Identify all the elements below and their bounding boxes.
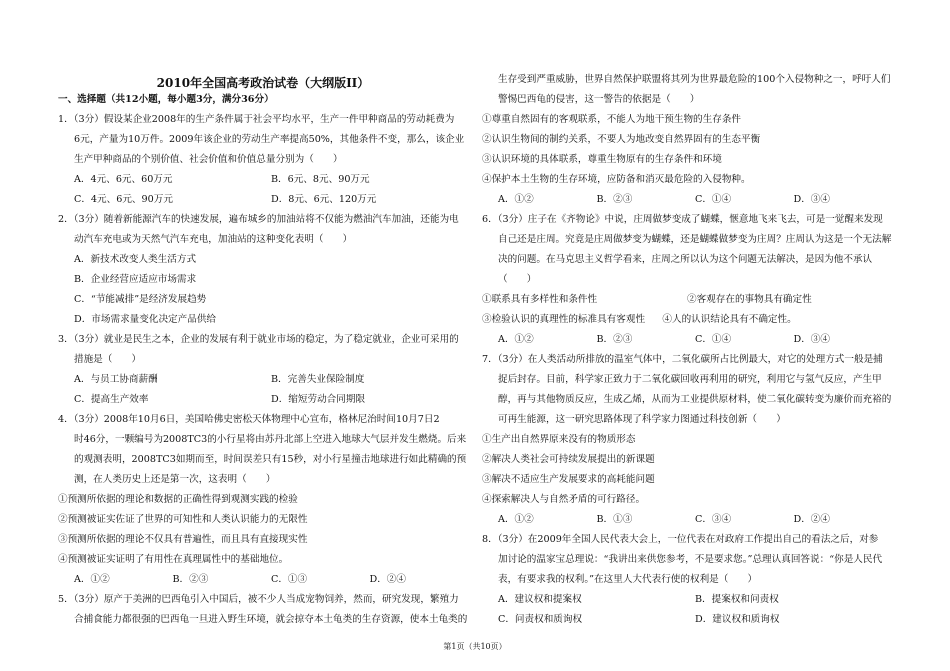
option-a: A．4元、6元、60万元 xyxy=(74,174,173,185)
answer-options xyxy=(482,190,892,210)
option-a: A．建议权和提案权 xyxy=(498,594,582,605)
statement-pair xyxy=(482,310,892,330)
answer-options xyxy=(482,590,892,610)
statement-item: ①生产出自然界原来没有的物质形态 xyxy=(482,434,636,445)
statement-item: ①联系具有多样性和条件性 xyxy=(482,294,598,305)
option-a: A．①② xyxy=(498,514,534,525)
question-text-line: 6元，产量为10万件。2009年该企业的劳动生产率提高50%，其他条件不变，那么，该企业 xyxy=(74,134,465,145)
question-text-line: 4．（3分）2008年10月6日，美国哈佛史密松天体物理中心宣布，格林尼治时间10月7日2 xyxy=(58,414,440,425)
option-d: D．②④ xyxy=(369,574,406,585)
question-text-line: 醇，再与其他物质反应，生成乙烯，从而为工业提供原材料，使二氧化碳转变为廉价而充裕的 xyxy=(498,394,892,405)
statement-item: ④人的认识结论具有不确定性。 xyxy=(662,314,797,325)
question-text-line: 决的问题。在马克思主义哲学看来，庄周之所以认为这个问题无法解决，是因为他不承认 xyxy=(498,254,873,265)
question-5 xyxy=(58,590,468,630)
option-c: C．①④ xyxy=(695,194,732,205)
option-a: A．①② xyxy=(74,574,110,585)
statement-item: ③预测所依据的理论不仅具有普遍性，而且具有直接现实性 xyxy=(58,534,308,545)
question-text-line: 8．（3分）在2009年全国人民代表大会上，一位代表在对政府工作提出自己的看法之后，对参 xyxy=(482,534,879,545)
option-a: A．与员工协商薪酬 xyxy=(74,374,158,385)
option-b: B．完善失业保险制度 xyxy=(271,374,365,385)
option-d: D．建议权和质询权 xyxy=(695,614,780,625)
question-text-line: 捉后封存。目前，科学家正致力于二氧化碳回收再利用的研究，利用它与氢气反应，产生甲 xyxy=(498,374,882,385)
answer-options xyxy=(58,570,468,590)
statement-item: ②预测被证实佐证了世界的可知性和人类认识能力的无限性 xyxy=(58,514,308,525)
question-5-continued xyxy=(482,70,892,210)
question-6 xyxy=(482,210,892,350)
answer-options xyxy=(58,170,468,190)
option-d: D．③④ xyxy=(793,194,830,205)
answer-options xyxy=(482,510,892,530)
question-text-line: 生存受到严重威胁，世界自然保护联盟将其列为世界最危险的100个入侵物种之一，呼吁人们 xyxy=(498,74,891,85)
answer-options xyxy=(58,390,468,410)
section-heading: 一、选择题（共12小题，每小题3分，满分36分） xyxy=(58,94,274,105)
statement-item: ④预测被证实证明了有用性在真理属性中的基础地位。 xyxy=(58,554,289,565)
question-text-line: 2．（3分）随着新能源汽车的快速发展，遍布城乡的加油站将不仅能为燃油汽车加油，还能为电 xyxy=(58,214,459,225)
option-c: C．提高生产效率 xyxy=(74,394,149,405)
option-a: A．新技术改变人类生活方式 xyxy=(74,254,197,265)
question-text-line: 5．（3分）原产于美洲的巴西龟引入中国后，被不少人当成宠物饲养，然而，研究发现，繁殖力 xyxy=(58,594,459,605)
question-text-line: 合捕食能力都很强的巴西龟一旦进入野生环境，就会掠夺本土龟类的生存资源，使本土龟类的 xyxy=(74,614,468,625)
left-column xyxy=(58,90,468,630)
answer-options xyxy=(482,330,892,350)
option-c: C．①③ xyxy=(271,574,308,585)
option-a: A．①② xyxy=(498,194,534,205)
option-b: B．②③ xyxy=(596,194,633,205)
question-text-line: 警惕巴西龟的侵害，这一警告的依据是（ ） xyxy=(498,94,700,105)
answer-options xyxy=(482,610,892,630)
question-3 xyxy=(58,330,468,410)
option-d: D．②④ xyxy=(793,514,830,525)
option-b: B．②③ xyxy=(172,574,209,585)
question-4 xyxy=(58,410,468,590)
question-text-line: 的观测表明，2008TC3如期而至，时间误差只有15秒，对小行星撞击地球进行如此精确的预 xyxy=(74,454,467,465)
question-8 xyxy=(482,530,892,630)
question-text-line: 6．（3分）庄子在《齐物论》中说，庄周做梦变成了蝴蝶，惬意地飞来飞去，可是一觉醒来发现 xyxy=(482,214,883,225)
answer-options xyxy=(58,190,468,210)
question-text-line: 自己还是庄周。究竟是庄周做梦变为蝴蝶，还是蝴蝶做梦变为庄周？庄周认为这是一个无法解 xyxy=(498,234,892,245)
question-1 xyxy=(58,110,468,210)
option-c: C．①④ xyxy=(695,334,732,345)
option-d: D．③④ xyxy=(793,334,830,345)
statement-item: ②认识生物间的制约关系，不要人为地改变自然界固有的生态平衡 xyxy=(482,134,761,145)
statement-item: ②解决人类社会可持续发展提出的新课题 xyxy=(482,454,655,465)
statement-item: ③解决不适应生产发展要求的高耗能问题 xyxy=(482,474,655,485)
statement-item: ④保护本土生物的生存环境，应防备和消灭最危险的入侵物种。 xyxy=(482,174,751,185)
statement-item: ②客观存在的事物具有确定性 xyxy=(687,294,812,305)
option-b: B．提案权和问责权 xyxy=(695,594,779,605)
question-text-line: 表，有要求我的权利。”在这里人大代表行使的权利是（ ） xyxy=(498,574,758,585)
statement-pair xyxy=(482,290,892,310)
question-text-line: （ ） xyxy=(498,274,537,285)
option-d: D．8元、6元、120万元 xyxy=(271,194,377,205)
statement-item: ③认识环境的具体联系，尊重生物原有的生存条件和环境 xyxy=(482,154,722,165)
question-text-line: 措施是（ ） xyxy=(74,354,142,365)
question-text-line: 生产甲种商品的个别价值、社会价值和价值总量分别为（ ） xyxy=(74,154,343,165)
option-c: C．4元、6元、90万元 xyxy=(74,194,173,205)
question-text-line: 测，在人类历史上还是第一次，这表明（ ） xyxy=(74,474,276,485)
question-2 xyxy=(58,210,468,330)
statement-item: ④探索解决人与自然矛盾的可行路径。 xyxy=(482,494,646,505)
statement-item: ①尊重自然固有的客观联系，不能人为地干预生物的生存条件 xyxy=(482,114,742,125)
answer-options xyxy=(58,370,468,390)
statement-item: ①预测所依据的理论和数据的正确性得到观测实践的检验 xyxy=(58,494,298,505)
option-d: D．缩短劳动合同期限 xyxy=(271,394,366,405)
option-b: B．②③ xyxy=(596,334,633,345)
question-text-line: 时46分，一颗编号为2008TC3的小行星将由苏丹北部上空进入地球大气层并发生燃烧。后来 xyxy=(74,434,467,445)
question-text-line: 3．（3分）就业是民生之本，企业的发展有利于就业市场的稳定，为了稳定就业，企业可采用的 xyxy=(58,334,459,345)
question-text-line: 加讨论的温家宝总理说：“我讲出来供您参考，不是要求您。”总理认真回答说：“你是人民代 xyxy=(498,554,883,565)
option-a: A．①② xyxy=(498,334,534,345)
option-b: B．企业经营应适应市场需求 xyxy=(74,274,197,285)
option-b: B．①③ xyxy=(596,514,633,525)
question-text-line: 可再生能源，这一研究思路体现了科学家力图通过科技创新（ ） xyxy=(498,414,786,425)
option-b: B．6元、8元、90万元 xyxy=(271,174,370,185)
question-text-line: 动汽车充电或为天然气汽车充电，加油站的这种变化表明（ ） xyxy=(74,234,353,245)
question-text-line: 7．（3分）在人类活动所排放的温室气体中，二氧化碳所占比例最大，对它的处理方式一般是捕 xyxy=(482,354,883,365)
option-c: C．“节能减排”是经济发展趋势 xyxy=(74,294,207,305)
right-column xyxy=(482,70,892,630)
exam-title: 2010年全国高考政治试卷（大纲版II） xyxy=(156,76,370,90)
question-text-line: 1．（3分）假设某企业2008年的生产条件属于社会平均水平，生产一件甲种商品的劳动耗费为 xyxy=(58,114,455,125)
page-number: 第1页（共10页） xyxy=(443,642,507,651)
option-d: D．市场需求量变化决定产品供给 xyxy=(74,314,217,325)
option-c: C．③④ xyxy=(695,514,732,525)
option-c: C．问责权和质询权 xyxy=(498,614,583,625)
statement-item: ③检验认识的真理性的标准具有客观性 xyxy=(482,314,646,325)
question-7 xyxy=(482,350,892,530)
